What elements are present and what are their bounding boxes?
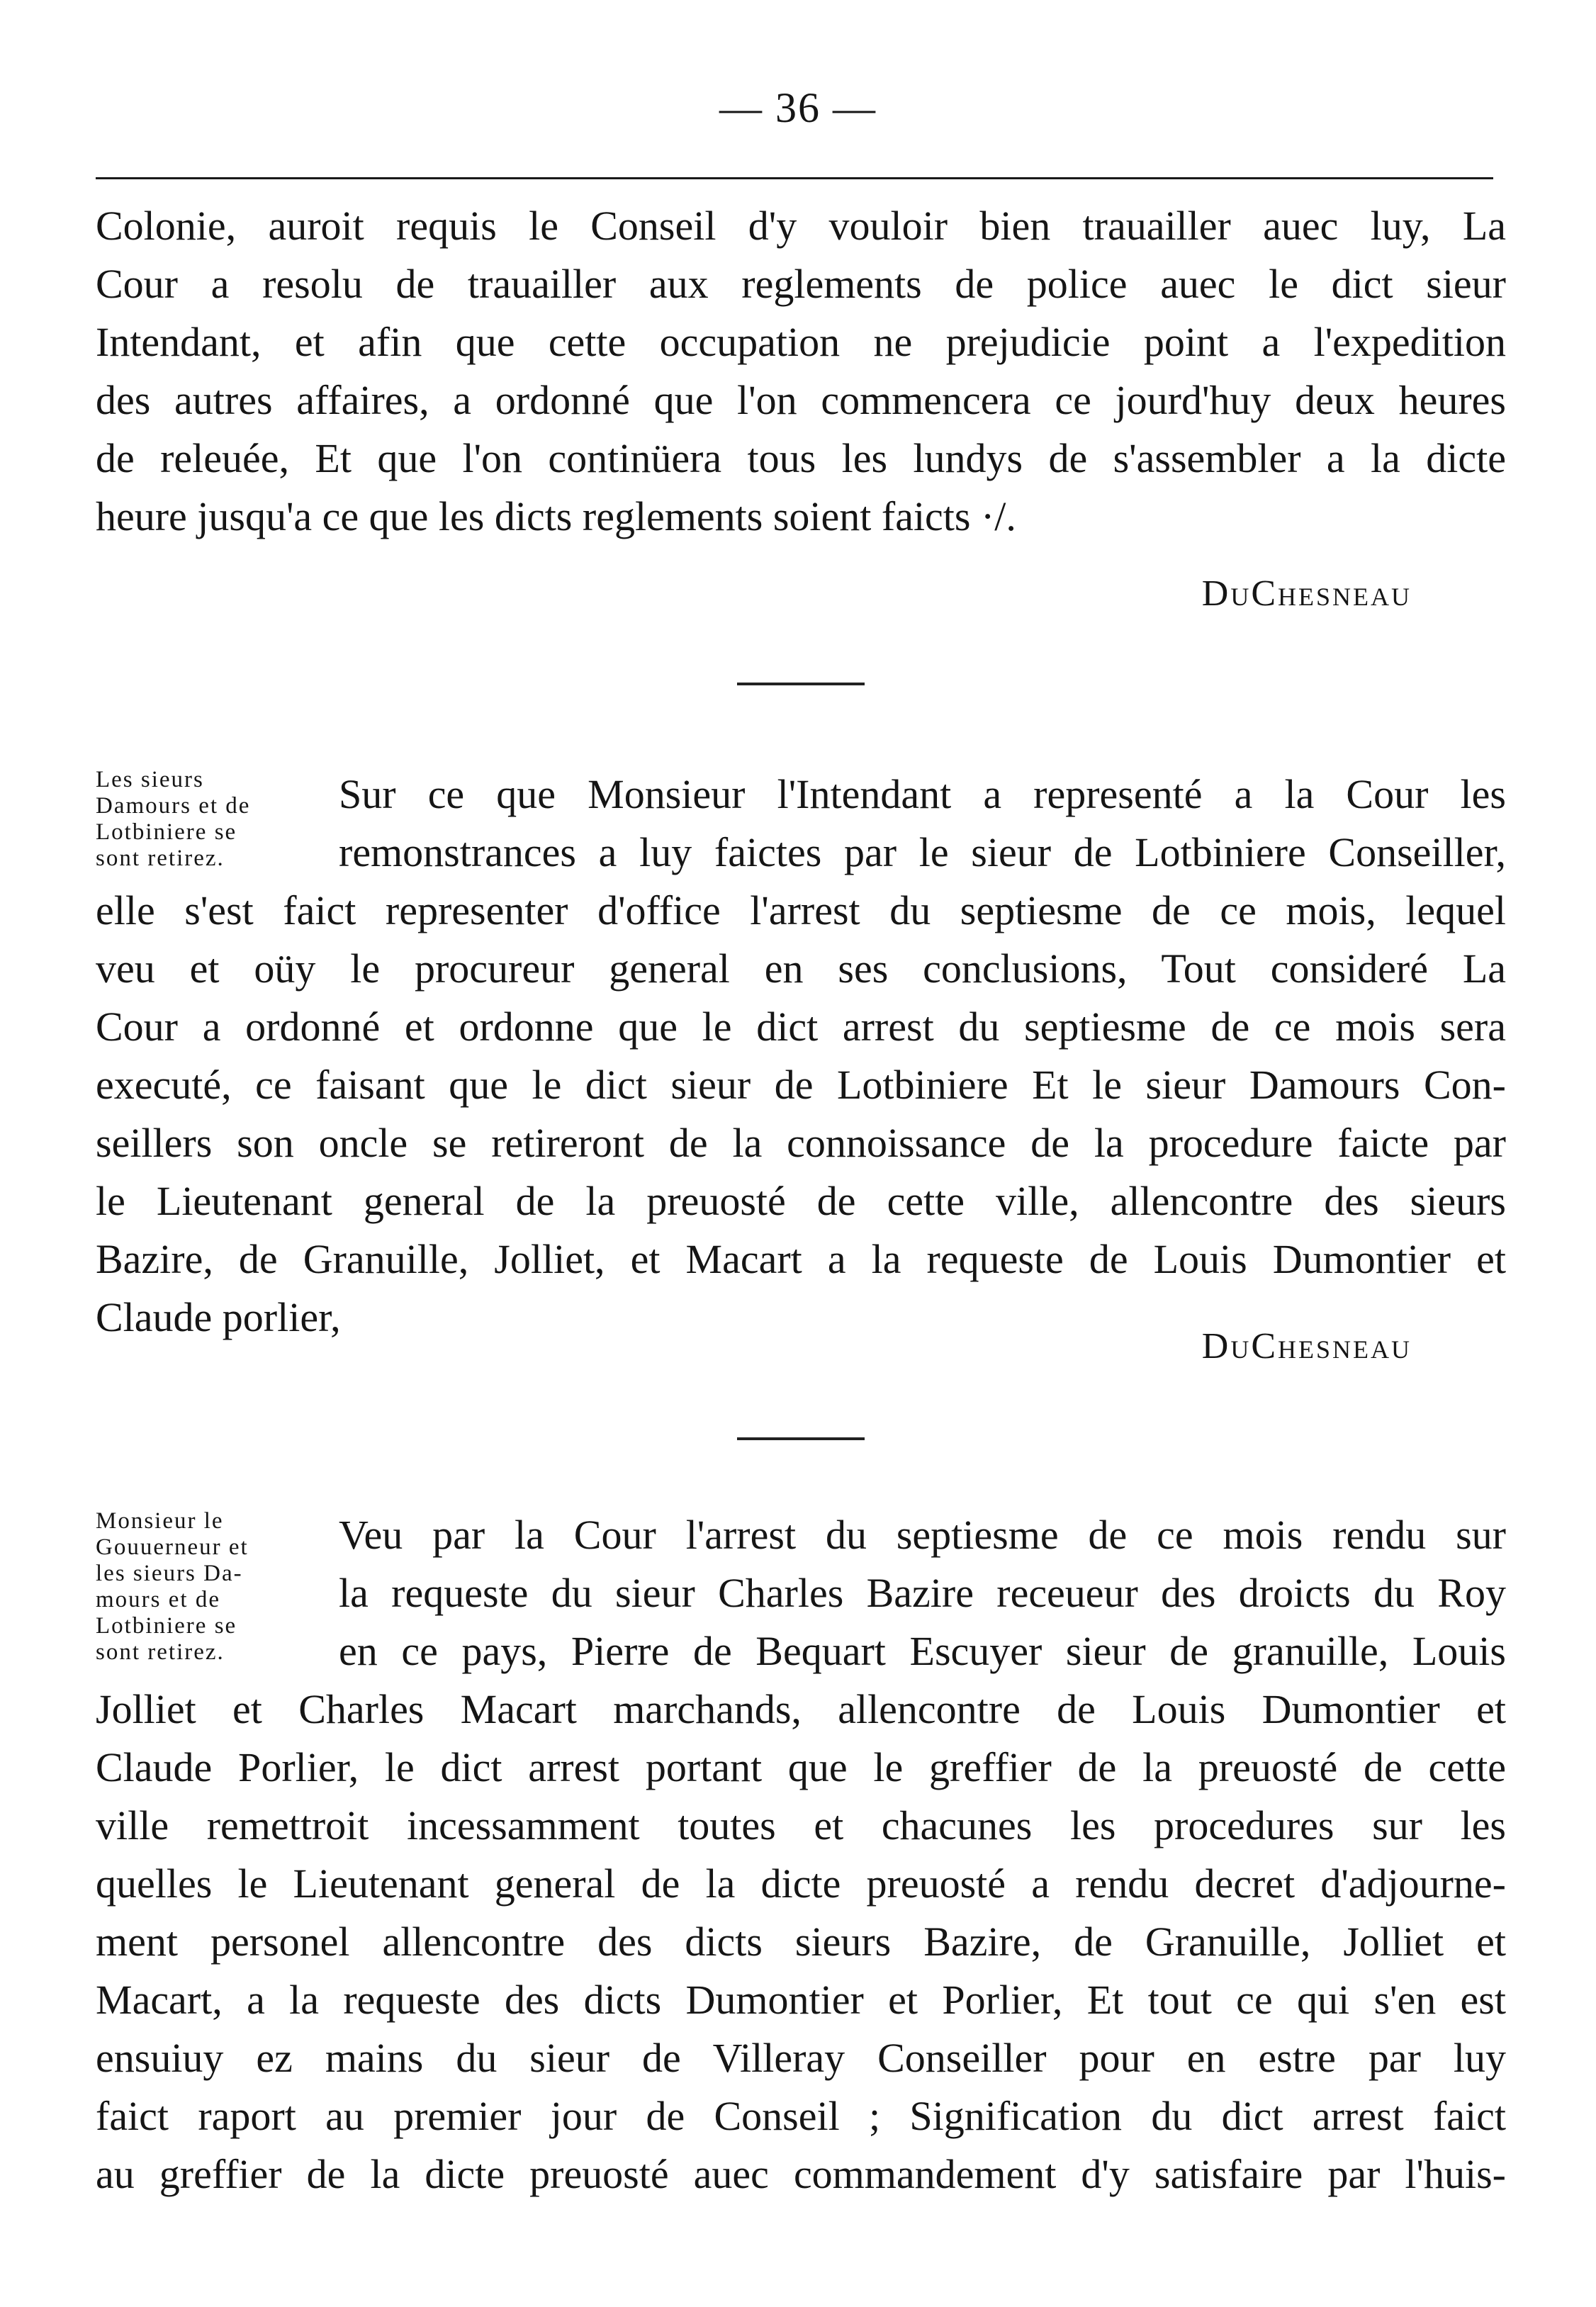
- text-line: remonstrances a luy faictes par le sieur de Lotbiniere Conseiller,: [339, 829, 1506, 875]
- margin-note-line: Damours et de: [96, 793, 251, 819]
- text-line: Jolliet et Charles Macart marchands, allencontre de Louis Dumontier et: [96, 1686, 1506, 1732]
- text-line: Veu par la Cour l'arrest du septiesme de ce mois rendu sur: [339, 1512, 1506, 1558]
- text-line: Cour a resolu de trauailler aux reglements de police auec le dict sieur: [96, 261, 1506, 307]
- signature: DuChesneau: [1201, 573, 1412, 614]
- text-line: le Lieutenant general de la preuosté de cette ville, allencontre des sieurs: [96, 1178, 1506, 1224]
- text-line: Macart, a la requeste des dicts Dumontier et Porlier, Et tout ce qui s'en est: [96, 1977, 1506, 2023]
- text-line: quelles le Lieutenant general de la dicte preuosté a rendu decret d'adjourne-: [96, 1860, 1506, 1907]
- text-line: faict raport au premier jour de Conseil ; Signification du dict arrest faict: [96, 2093, 1506, 2139]
- margin-note-line: Lotbiniere se: [96, 1613, 237, 1639]
- text-line: en ce pays, Pierre de Bequart Escuyer sieur de granuille, Louis: [339, 1628, 1506, 1674]
- text-line: de releuée, Et que l'on continüera tous les lundys de s'assembler a la dicte: [96, 435, 1506, 481]
- margin-note-line: Les sieurs: [96, 767, 204, 792]
- margin-note-line: les sieurs Da-: [96, 1561, 243, 1586]
- margin-note-line: Monsieur le: [96, 1508, 224, 1534]
- text-line: Cour a ordonné et ordonne que le dict arrest du septiesme de ce mois sera: [96, 1004, 1506, 1050]
- text-line: au greffier de la dicte preuosté auec commandement d'y satisfaire par l'huis-: [96, 2151, 1506, 2197]
- margin-note-line: mours et de: [96, 1587, 220, 1612]
- text-line: Intendant, et afin que cette occupation ne prejudicie point a l'expedition: [96, 319, 1506, 365]
- page-number: — 36 —: [719, 84, 877, 131]
- text-line: la requeste du sieur Charles Bazire receueur des droicts du Roy: [339, 1570, 1506, 1616]
- text-line: des autres affaires, a ordonné que l'on commencera ce jourd'huy deux heures: [96, 377, 1506, 423]
- section-divider: [737, 683, 865, 685]
- text-line: ensuiuy ez mains du sieur de Villeray Conseiller pour en estre par luy: [96, 2035, 1506, 2081]
- text-line: ville remettroit incessamment toutes et chacunes les procedures sur les: [96, 1802, 1506, 1848]
- text-line: Claude Porlier, le dict arrest portant que le greffier de la preuosté de cette: [96, 1744, 1506, 1790]
- text-line: ment personel allencontre des dicts sieurs Bazire, de Granuille, Jolliet et: [96, 1919, 1506, 1965]
- text-line: Bazire, de Granuille, Jolliet, et Macart a la requeste de Louis Dumontier et: [96, 1236, 1506, 1282]
- margin-note-line: sont retirez.: [96, 846, 225, 871]
- text-line: elle s'est faict representer d'office l'arrest du septiesme de ce mois, lequel: [96, 887, 1506, 933]
- text-line: executé, ce faisant que le dict sieur de Lotbiniere Et le sieur Damours Con-: [96, 1062, 1506, 1108]
- section-divider: [737, 1437, 865, 1440]
- text-line: veu et oüy le procureur general en ses conclusions, Tout consideré La: [96, 945, 1506, 992]
- text-line: Colonie, auroit requis le Conseil d'y vouloir bien trauailler auec luy, La: [96, 203, 1506, 249]
- text-line: Claude porlier,: [96, 1294, 341, 1340]
- text-line: Sur ce que Monsieur l'Intendant a representé a la Cour les: [339, 771, 1506, 817]
- margin-note: [96, 1508, 294, 1666]
- margin-note-line: Gouuerneur et: [96, 1534, 249, 1560]
- signature: DuChesneau: [1201, 1326, 1412, 1366]
- header-rule: [96, 177, 1493, 179]
- margin-note-line: sont retirez.: [96, 1639, 225, 1665]
- margin-note-line: Lotbiniere se: [96, 819, 237, 845]
- text-line: heure jusqu'a ce que les dicts reglements soient faicts ·/.: [96, 493, 1016, 539]
- margin-note: [96, 767, 294, 872]
- text-line: seillers son oncle se retireront de la connoissance de la procedure faicte par: [96, 1120, 1506, 1166]
